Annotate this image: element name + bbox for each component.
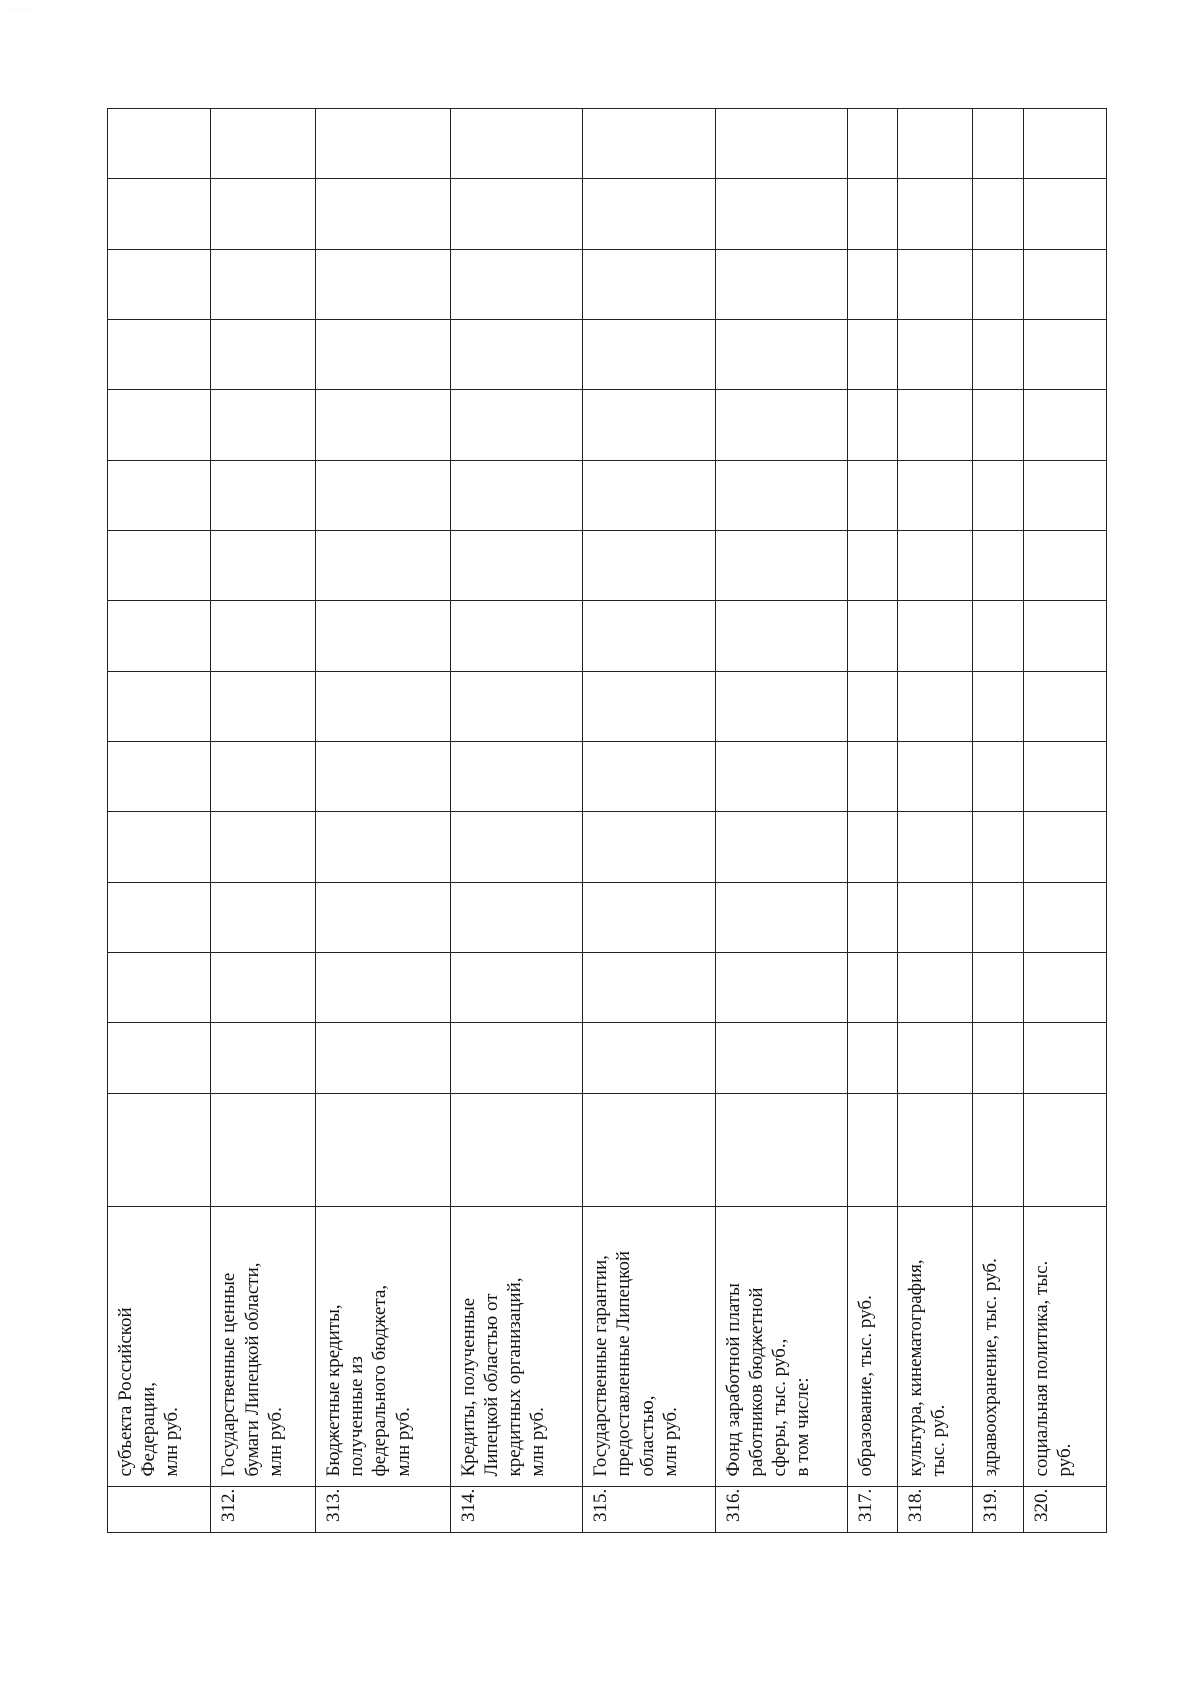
value-cell: [315, 812, 450, 882]
value-cell: [1023, 320, 1106, 390]
value-cell: [450, 109, 583, 179]
value-cell: [897, 812, 972, 882]
indicator-name: Бюджетные кредиты, полученные из федерального бюджета, млн руб.: [315, 1207, 450, 1487]
value-cell: [715, 460, 848, 530]
value-cell: [315, 671, 450, 741]
value-cell: [583, 671, 716, 741]
value-cell: [897, 249, 972, 319]
value-cell: [848, 741, 898, 811]
indicator-name: культура, кинематография, тыс. руб.: [897, 1207, 972, 1487]
value-cell: [897, 952, 972, 1022]
value-cell: [108, 1023, 211, 1093]
value-cell: [848, 460, 898, 530]
value-cell: [973, 320, 1024, 390]
value-cell: [1023, 1093, 1106, 1207]
value-cell: [848, 952, 898, 1022]
table-row: [450, 109, 583, 1533]
value-cell: [897, 390, 972, 460]
value-cell: [211, 671, 316, 741]
value-cell: [848, 249, 898, 319]
value-cell: [1023, 1023, 1106, 1093]
value-cell: [583, 812, 716, 882]
value-cell: [211, 460, 316, 530]
value-cell: [1023, 249, 1106, 319]
value-cell: [450, 460, 583, 530]
value-cell: [897, 1093, 972, 1207]
value-cell: [583, 531, 716, 601]
value-cell: [973, 671, 1024, 741]
value-cell: [211, 531, 316, 601]
value-cell: [973, 249, 1024, 319]
row-number: 316.: [715, 1487, 848, 1533]
table-row: [1023, 109, 1106, 1533]
value-cell: [848, 812, 898, 882]
value-cell: [583, 249, 716, 319]
value-cell: [848, 601, 898, 671]
value-cell: [1023, 601, 1106, 671]
value-cell: [1023, 390, 1106, 460]
value-cell: [583, 882, 716, 952]
value-cell: [583, 1023, 716, 1093]
value-cell: [315, 1093, 450, 1207]
row-number: 318.: [897, 1487, 972, 1533]
value-cell: [108, 741, 211, 811]
value-cell: [211, 109, 316, 179]
indicator-name: здравоохранение, тыс. руб.: [973, 1207, 1024, 1487]
data-table: [107, 108, 1107, 1533]
row-number: 313.: [315, 1487, 450, 1533]
value-cell: [848, 882, 898, 952]
value-cell: [1023, 741, 1106, 811]
indicator-name: субъекта Российской Федерации, млн руб.: [108, 1207, 211, 1487]
value-cell: [715, 320, 848, 390]
row-number: 320.: [1023, 1487, 1106, 1533]
value-cell: [583, 109, 716, 179]
value-cell: [848, 179, 898, 249]
value-cell: [315, 952, 450, 1022]
value-cell: [583, 741, 716, 811]
value-cell: [583, 460, 716, 530]
value-cell: [897, 320, 972, 390]
value-cell: [450, 249, 583, 319]
value-cell: [715, 882, 848, 952]
table-row: [583, 109, 716, 1533]
value-cell: [973, 1023, 1024, 1093]
value-cell: [1023, 179, 1106, 249]
value-cell: [1023, 952, 1106, 1022]
value-cell: [583, 320, 716, 390]
indicator-name: Фонд заработной платы работников бюджетной сферы, тыс. руб., в том числе:: [715, 1207, 848, 1487]
value-cell: [715, 1093, 848, 1207]
page-mark: . ........ .. .: [6, 6, 36, 11]
value-cell: [315, 1023, 450, 1093]
value-cell: [583, 179, 716, 249]
value-cell: [450, 390, 583, 460]
value-cell: [973, 531, 1024, 601]
value-cell: [715, 671, 848, 741]
table-row: [211, 109, 316, 1533]
value-cell: [897, 671, 972, 741]
value-cell: [315, 109, 450, 179]
value-cell: [973, 390, 1024, 460]
value-cell: [715, 179, 848, 249]
value-cell: [1023, 882, 1106, 952]
value-cell: [848, 671, 898, 741]
value-cell: [108, 531, 211, 601]
value-cell: [450, 601, 583, 671]
value-cell: [715, 601, 848, 671]
value-cell: [973, 741, 1024, 811]
table-row: [715, 109, 848, 1533]
value-cell: [108, 882, 211, 952]
value-cell: [1023, 109, 1106, 179]
value-cell: [897, 460, 972, 530]
value-cell: [897, 882, 972, 952]
value-cell: [848, 320, 898, 390]
value-cell: [897, 179, 972, 249]
value-cell: [973, 1093, 1024, 1207]
value-cell: [315, 390, 450, 460]
value-cell: [848, 1023, 898, 1093]
table-row: [848, 109, 898, 1533]
value-cell: [211, 249, 316, 319]
value-cell: [715, 390, 848, 460]
table-row: [973, 109, 1024, 1533]
table-row: [315, 109, 450, 1533]
value-cell: [450, 320, 583, 390]
value-cell: [1023, 531, 1106, 601]
value-cell: [315, 882, 450, 952]
value-cell: [315, 601, 450, 671]
value-cell: [450, 1023, 583, 1093]
value-cell: [973, 601, 1024, 671]
value-cell: [583, 1093, 716, 1207]
value-cell: [211, 179, 316, 249]
value-cell: [583, 390, 716, 460]
value-cell: [715, 741, 848, 811]
value-cell: [211, 390, 316, 460]
rotated-table-wrapper: [107, 108, 1107, 1533]
table-row: [897, 109, 972, 1533]
value-cell: [211, 882, 316, 952]
row-number: 314.: [450, 1487, 583, 1533]
row-number: 319.: [973, 1487, 1024, 1533]
value-cell: [1023, 812, 1106, 882]
value-cell: [715, 531, 848, 601]
value-cell: [211, 812, 316, 882]
value-cell: [450, 952, 583, 1022]
value-cell: [973, 460, 1024, 530]
value-cell: [583, 952, 716, 1022]
row-number: 317.: [848, 1487, 898, 1533]
value-cell: [450, 179, 583, 249]
value-cell: [108, 671, 211, 741]
value-cell: [108, 390, 211, 460]
value-cell: [1023, 460, 1106, 530]
value-cell: [848, 109, 898, 179]
value-cell: [450, 531, 583, 601]
value-cell: [897, 741, 972, 811]
value-cell: [715, 952, 848, 1022]
value-cell: [715, 109, 848, 179]
value-cell: [108, 1093, 211, 1207]
value-cell: [108, 320, 211, 390]
value-cell: [450, 1093, 583, 1207]
value-cell: [450, 741, 583, 811]
value-cell: [211, 320, 316, 390]
value-cell: [108, 601, 211, 671]
value-cell: [108, 249, 211, 319]
value-cell: [715, 1023, 848, 1093]
value-cell: [315, 320, 450, 390]
value-cell: [897, 531, 972, 601]
value-cell: [211, 1023, 316, 1093]
value-cell: [897, 109, 972, 179]
value-cell: [450, 671, 583, 741]
indicator-name: Государственные гарантии, предоставленные Липецкой областью, млн руб.: [583, 1207, 716, 1487]
indicator-name: Государственные ценные бумаги Липецкой области, млн руб.: [211, 1207, 316, 1487]
value-cell: [211, 1093, 316, 1207]
value-cell: [315, 179, 450, 249]
value-cell: [973, 952, 1024, 1022]
value-cell: [973, 179, 1024, 249]
value-cell: [583, 601, 716, 671]
indicator-name: образование, тыс. руб.: [848, 1207, 898, 1487]
row-number: 315.: [583, 1487, 716, 1533]
value-cell: [108, 109, 211, 179]
value-cell: [108, 179, 211, 249]
value-cell: [1023, 671, 1106, 741]
value-cell: [315, 249, 450, 319]
row-number: [108, 1487, 211, 1533]
indicator-name: социальная политика, тыс. руб.: [1023, 1207, 1106, 1487]
value-cell: [211, 741, 316, 811]
value-cell: [450, 812, 583, 882]
value-cell: [315, 741, 450, 811]
row-number: 312.: [211, 1487, 316, 1533]
value-cell: [108, 952, 211, 1022]
value-cell: [897, 1023, 972, 1093]
value-cell: [973, 882, 1024, 952]
value-cell: [211, 601, 316, 671]
value-cell: [211, 952, 316, 1022]
value-cell: [108, 460, 211, 530]
value-cell: [715, 249, 848, 319]
value-cell: [973, 812, 1024, 882]
value-cell: [848, 390, 898, 460]
value-cell: [315, 460, 450, 530]
value-cell: [315, 531, 450, 601]
value-cell: [848, 531, 898, 601]
indicator-name: Кредиты, полученные Липецкой областью от кредитных организаций, млн руб.: [450, 1207, 583, 1487]
value-cell: [108, 812, 211, 882]
value-cell: [973, 109, 1024, 179]
value-cell: [848, 1093, 898, 1207]
table-row: [108, 109, 211, 1533]
value-cell: [715, 812, 848, 882]
value-cell: [897, 601, 972, 671]
value-cell: [450, 882, 583, 952]
